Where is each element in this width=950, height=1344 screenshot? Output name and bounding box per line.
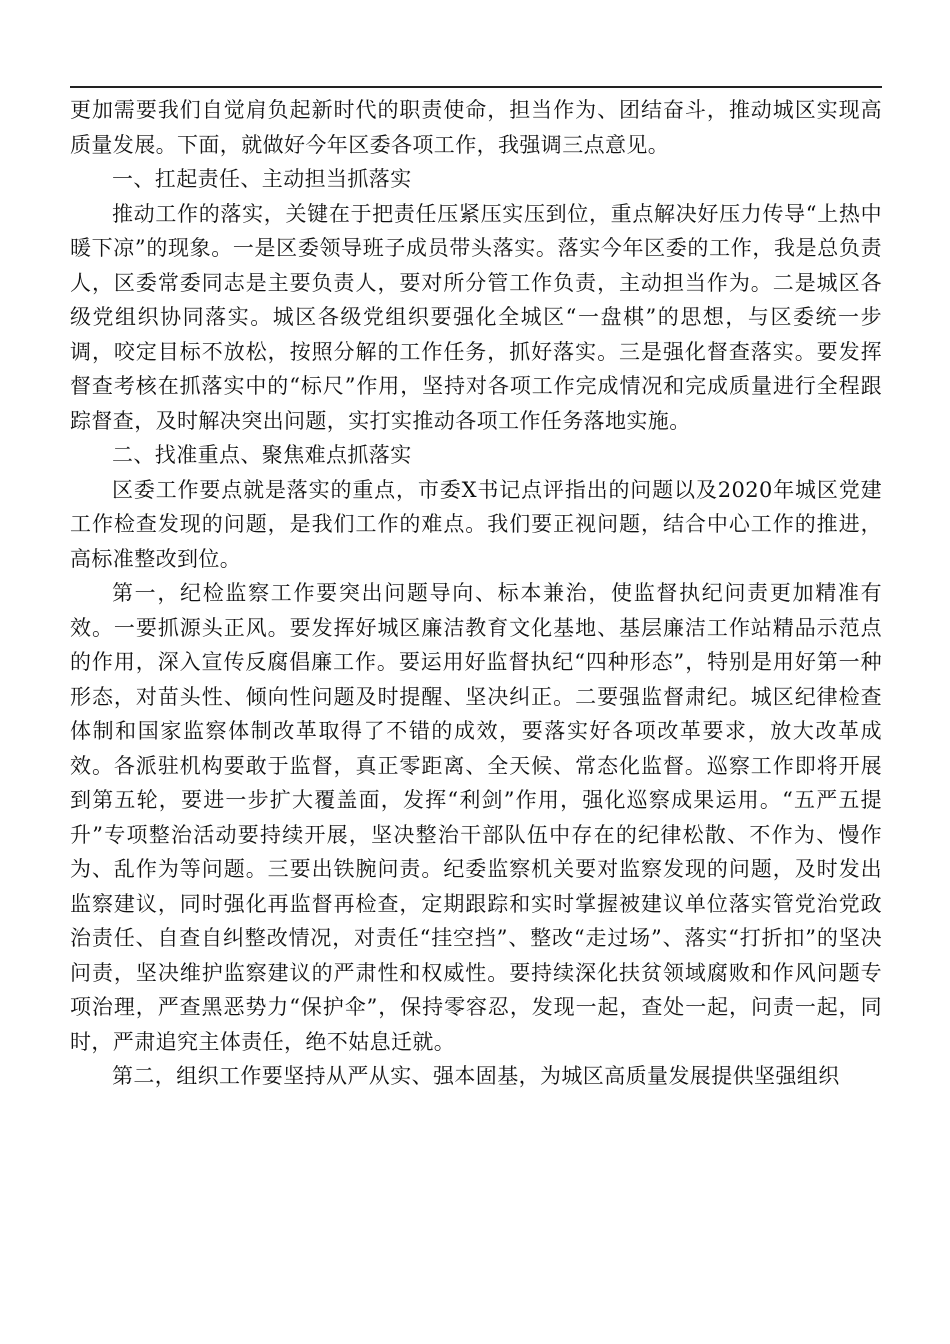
paragraph-continuation: 更加需要我们自觉肩负起新时代的职责使命，担当作为、团结奋斗，推动城区实现高质量发展。下面，就做好今年区委各项工作，我强调三点意见。 [70, 98, 882, 157]
paragraph-organization-work: 第二，组织工作要坚持从严从实、强本固基，为城区高质量发展提供坚强组织 [112, 1064, 840, 1088]
paragraph-responsibility: 推动工作的落实，关键在于把责任压紧压实压到位，重点解决好压力传导“上热中暖下凉”的现象。一是区委领导班子成员带头落实。落实今年区委的工作，我是总负责人，区委常委同志是主要负责人，要对所分管工作负责，主动担当作为。二是城区各级党组织协同落实。城区各级党组织要强化全城区“一盘棋”的思想，与区委统一步调，咬定目标不放松，按照分解的工作任务，抓好落实。三是强化督查落实。要发挥督查考核在抓落实中的“标尺”作用，坚持对各项工作完成情况和完成质量进行全程跟踪督查，及时解决突出问题，实打实推动各项工作任务落地实施。 [70, 201, 882, 433]
document-body [70, 93, 882, 1094]
section-heading-two: 二、找准重点、聚焦难点抓落实 [112, 443, 412, 467]
paragraph-key-points: 区委工作要点就是落实的重点，市委X书记点评指出的问题以及2020年城区党建工作检查发现的问题，是我们工作的难点。我们要正视问题，结合中心工作的推进，高标准整改到位。 [70, 477, 882, 571]
paragraph-discipline-inspection: 第一，纪检监察工作要突出问题导向、标本兼治，使监督执纪问责更加精准有效。一要抓源头正风。要发挥好城区廉洁教育文化基地、基层廉洁工作站精品示范点的作用，深入宣传反腐倡廉工作。要运用好监督执纪“四种形态”，特别是用好第一种形态，对苗头性、倾向性问题及时提醒、坚决纠正。二要强监督肃纪。城区纪律检查体制和国家监察体制改革取得了不错的成效，要落实好各项改革要求，放大改革成效。各派驻机构要敢于监督，真正零距离、全天候、常态化监督。巡察工作即将开展到第五轮，要进一步扩大覆盖面，发挥“利剑”作用，强化巡察成果运用。“五严五提升”专项整治活动要持续开展，坚决整治干部队伍中存在的纪律松散、不作为、慢作为、乱作为等问题。三要出铁腕问责。纪委监察机关要对监察发现的问题，及时发出监察建议，同时强化再监督再检查，定期跟踪和实时掌握被建议单位落实管党治党政治责任、自查自纠整改情况，对责任“挂空挡”、整改“走过场”、落实“打折扣”的坚决问责，坚决维护监察建议的严肃性和权威性。要持续深化扶贫领域腐败和作风问题专项治理，严查黑恶势力“保护伞”，保持零容忍，发现一起，查处一起，问责一起，同时，严肃追究主体责任，绝不姑息迁就。 [70, 581, 882, 1054]
header-rule [70, 86, 882, 88]
section-heading-one: 一、扛起责任、主动担当抓落实 [112, 167, 412, 191]
